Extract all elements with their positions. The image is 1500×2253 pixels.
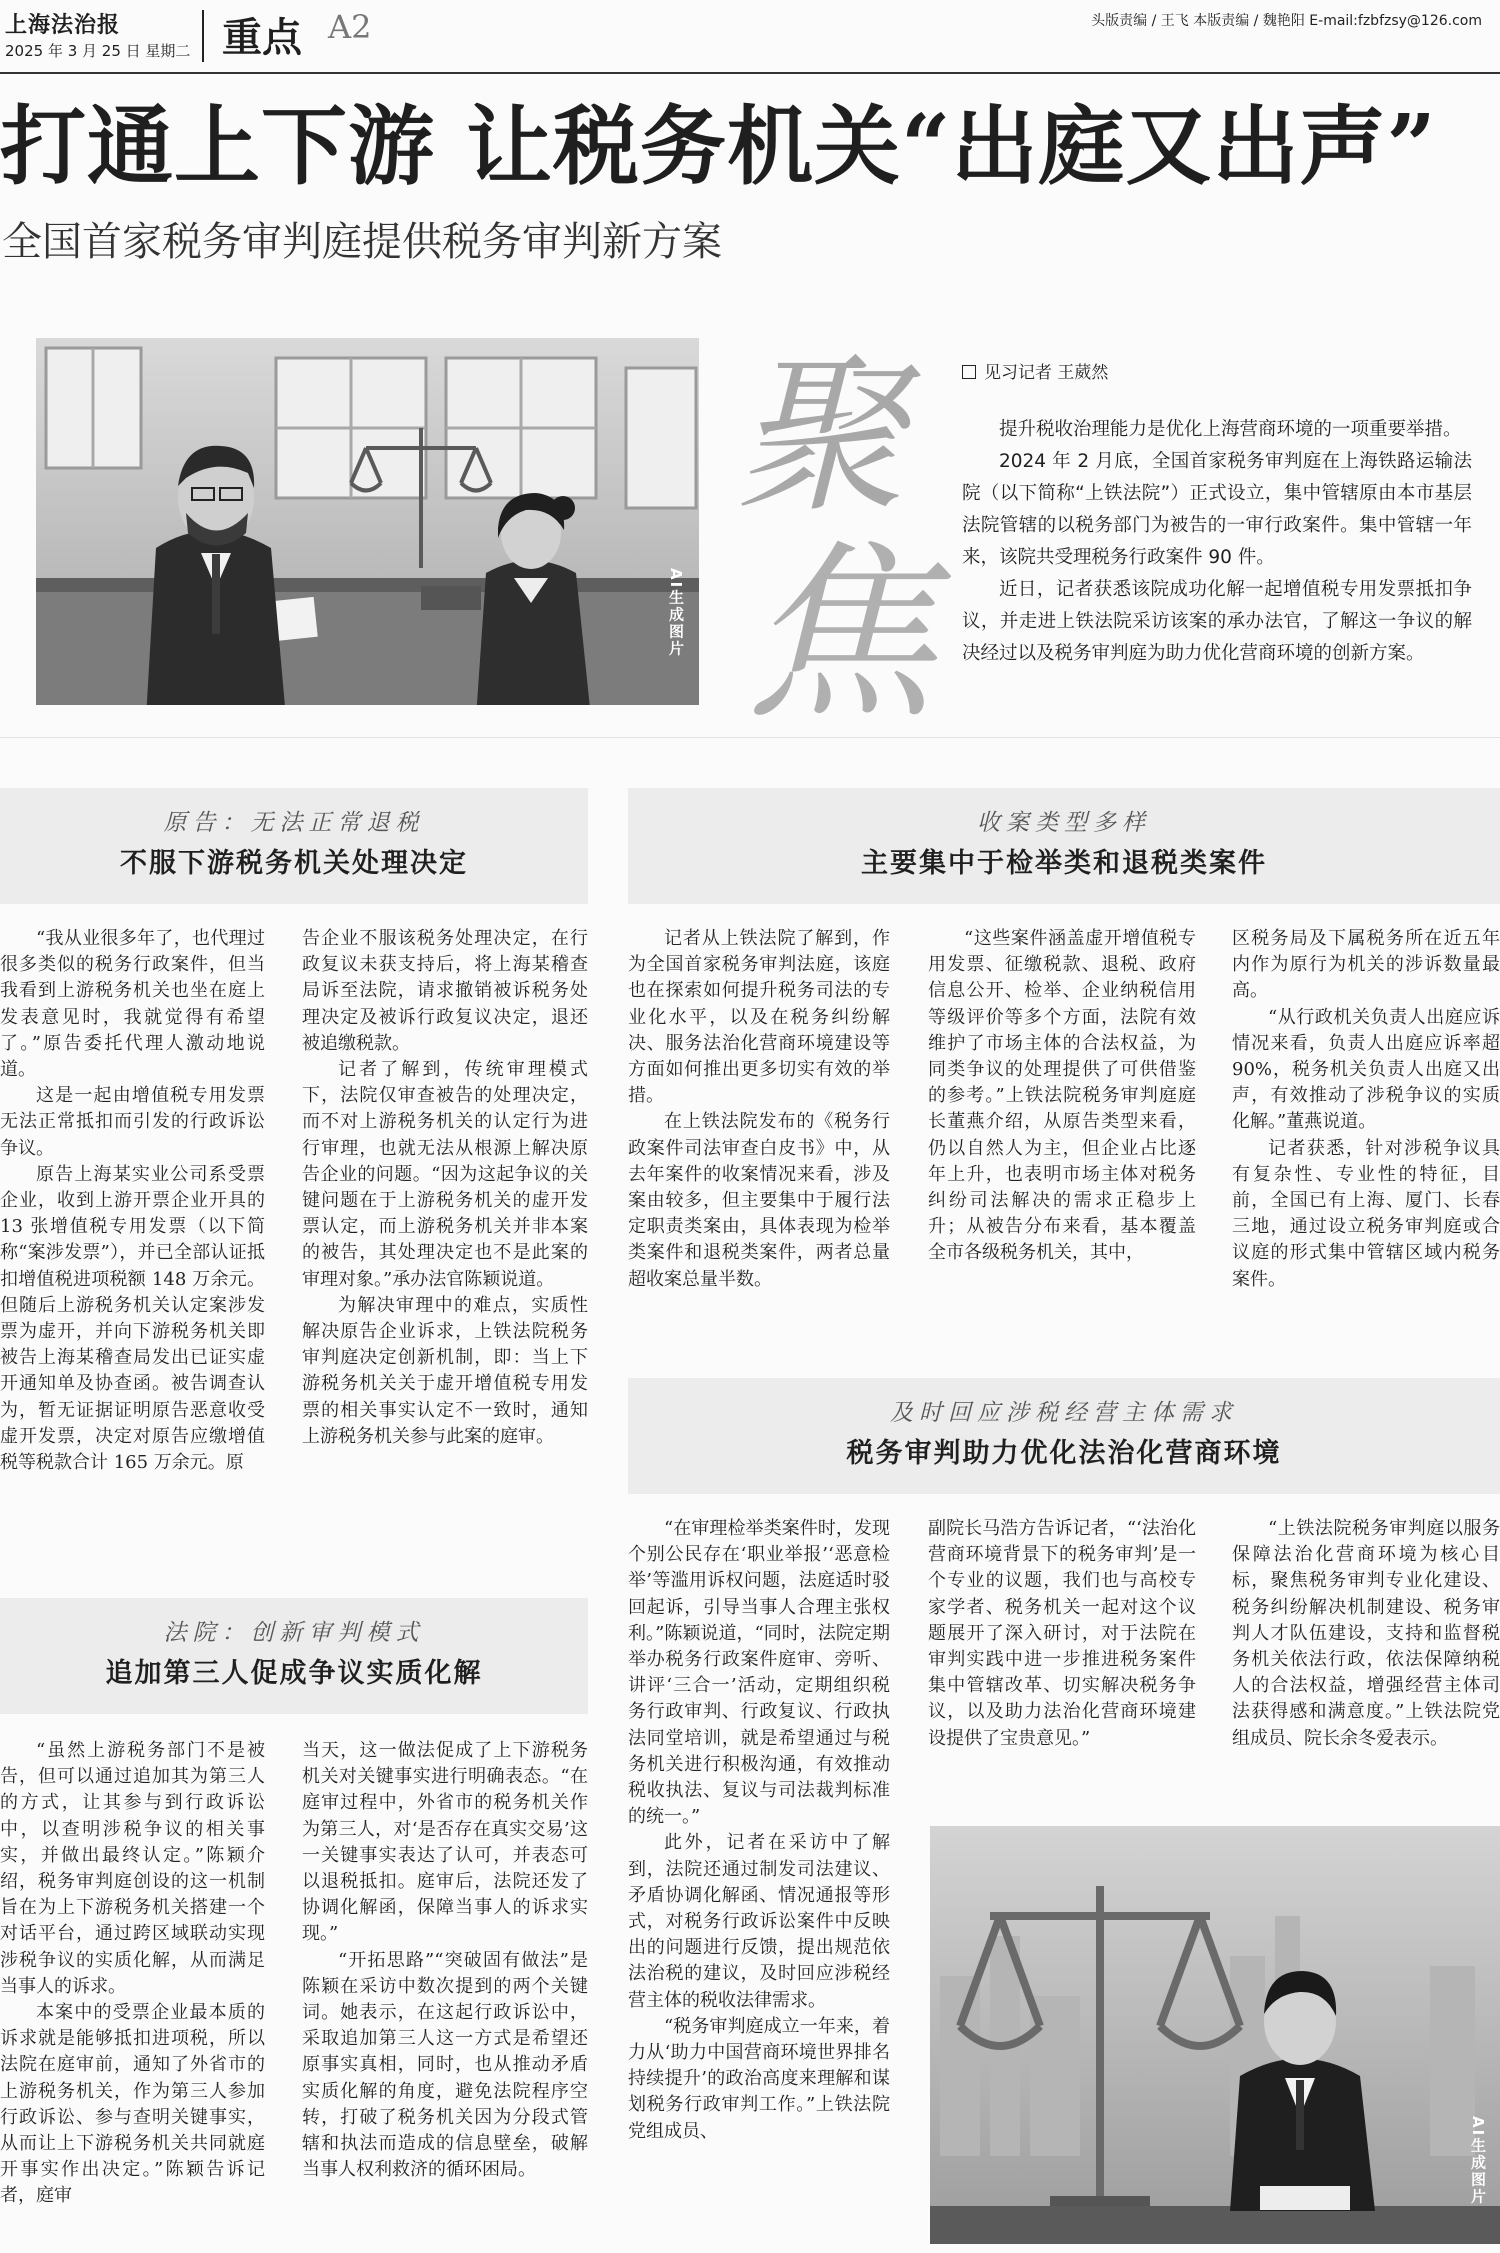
- paragraph: 这是一起由增值税专用发票无法正常抵扣而引发的行政诉讼争议。: [0, 1085, 265, 1159]
- section-header-business-environment: [628, 1378, 1500, 1494]
- section-title: 税务审判助力优化法治化营商环境: [846, 1438, 1282, 1469]
- section-name: 重点: [222, 15, 302, 61]
- masthead-rule: [0, 72, 1500, 74]
- section-title: 不服下游税务机关处理决定: [120, 848, 468, 879]
- byline-box-icon: [962, 365, 976, 379]
- subheadline: 全国首家税务审判庭提供税务审判新方案: [2, 219, 722, 265]
- section-kicker: 法院：创新审判模式: [163, 1620, 425, 1646]
- bottom-illustration: [930, 1826, 1500, 2244]
- paragraph: “税务审判庭成立一年来，着力从‘助力中国营商环境世界排名持续提升’的政治高度来理解和谋划税务行政审判工作。”上铁法院党组成员、: [628, 2015, 890, 2142]
- paragraph: “在审理检举类案件时，发现个别公民存在‘职业举报’‘恶意检举’等滥用诉权问题，法庭适时驳回起诉，引导当事人合理主张权利。”陈颖说道，“同时，法院定期举办税务行政案件庭审、旁听、讲评‘三合一’活动，定期组织税务行政审判、行政复议、行政执法同堂培训，就是希望通过与税务机关进行积极沟通，有效推动税收执法、复议与司法裁判标准的统一。”: [628, 1518, 890, 1828]
- paragraph: “上铁法院税务审判庭以服务保障法治化营商环境为核心目标，聚焦税务审判专业化建设、税务纠纷解决机制建设、税务审判人才队伍建设，支持和监督税务机关依法行政，依法保障纳税人的合法权益，增强经营主体司法获得感和满意度。”上铁法院党组成员、院长余冬爱表示。: [1232, 1518, 1500, 1749]
- jujiao-calligraphy-mark: [670, 320, 970, 730]
- byline: [962, 358, 1108, 383]
- paragraph: 为解决审理中的难点，实质性解决原告企业诉求，上铁法院税务审判庭决定创新机制，即：当上下游税务机关关于虚开增值税专用发票的相关事实认定不一致时，通知上游税务机关参与此案的庭审。: [302, 1294, 588, 1447]
- hero-divider: [0, 737, 1500, 738]
- paragraph: 记者了解到，传统审理模式下，法院仅审查被告的处理决定，而不对上游税务机关的认定行为进行审理，也就无法从根源上解决原告企业的问题。“因为这起争议的关键问题在于上游税务机关的虚开发票认定，而上游税务机关并非本案的被告，其处理决定也不是此案的审理对象。”承办法官陈颖说道。: [302, 1059, 588, 1290]
- article-column: [302, 1738, 588, 2243]
- ai-generated-label: AI生成图片: [667, 568, 685, 658]
- section-header-court: [0, 1598, 588, 1714]
- paragraph: “我从业很多年了，也代理过很多类似的税务行政案件，但当我看到上游税务机关也坐在庭上发表意见时，我就觉得有希望了。”原告委托代理人激动地说道。: [0, 928, 265, 1081]
- page-number: A2: [328, 8, 372, 46]
- article-column: [628, 926, 890, 1326]
- article-column: [0, 1738, 265, 2243]
- paragraph: 在上铁法院发布的《税务行政案件司法审查白皮书》中，从去年案件的收案情况来看，涉及案由较多，但主要集中于履行法定职责类案由，具体表现为检举类案件和退税类案件，两者总量超收案总量半数。: [628, 1111, 890, 1290]
- paragraph: 本案中的受票企业最本质的诉求就是能够抵扣进项税，所以法院在庭审前，通知了外省市的上游税务机关，作为第三人参加行政诉讼、参与查明关键事实，从而让上下游税务机关共同就庭开事实作出决定。”陈颖告诉记者，庭审: [0, 2002, 265, 2207]
- paragraph: 副院长马浩方告诉记者，“‘法治化营商环境背景下的税务审判’是一个专业的议题，我们也与高校专家学者、税务机关一起对这个议题展开了深入研讨，对于法院在审判实践中进一步推进税务案件集中管辖改革、切实解决税务争议，以及助力法治化营商环境建设提供了宝贵意见。”: [928, 1518, 1196, 1749]
- article-column: [302, 926, 588, 1546]
- paragraph: 原告上海某实业公司系受票企业，收到上游开票企业开具的 13 张增值税专用发票（以下简称“案涉发票”），并已全部认证抵扣增值税进项税额 148 万余元。但随后上游税务机关认定案涉发票为虚开，并向下游税务机关即被告上海某稽查局发出已证实虚开通知单及协查函。被告调查认为，暂无证据证明原告恶意收受虚开发票，决定对原告应缴增值税等税款合计 165 万余元。原: [0, 1163, 265, 1474]
- paragraph: 记者获悉，针对涉税争议具有复杂性、专业性的特征，目前，全国已有上海、厦门、长春三地，通过设立税务审判庭或合议庭的形式集中管辖区域内税务案件。: [1232, 1137, 1500, 1290]
- article-column: [928, 1516, 1196, 1796]
- lead-text: [962, 414, 1472, 670]
- paragraph: 此外，记者在采访中了解到，法院还通过制发司法建议、矛盾协调化解函、情况通报等形式，对税务行政诉讼案件中反映出的问题进行反馈，提出规范依法治税的建议，及时回应涉税经营主体的税收法律需求。: [628, 1832, 890, 2011]
- paragraph: 当天，这一做法促成了上下游税务机关对关键事实进行明确表态。“在庭审过程中，外省市的税务机关作为第三人，对‘是否存在真实交易’这一关键事实表达了认可，并表态可以退税抵扣。庭审后，法院还发了协调化解函，保障当事人的诉求实现。”: [302, 1740, 588, 1945]
- paragraph: “这些案件涵盖虚开增值税专用发票、征缴税款、退税、政府信息公开、检举、企业纳税信用等级评价等多个方面，法院有效维护了市场主体的合法权益，为同类争议的处理提供了可供借鉴的参考。”上铁法院税务审判庭庭长董燕介绍，从原告类型来看，仍以自然人为主，但企业占比逐年上升，也表明市场主体对税务纠纷司法解决的需求正稳步上升；从被告分布来看，基本覆盖全市各级税务机关，其中，: [928, 928, 1196, 1264]
- official-illustration: [930, 1826, 1500, 2244]
- paragraph: “开拓思路”“突破固有做法”是陈颖在采访中数次提到的两个关键词。她表示，在这起行政诉讼中，采取追加第三人这一方式是希望还原事实真相，同时，也从推动矛盾实质化解的角度，避免法院程序空转，打破了税务机关因为分段式管辖和执法而造成的信息壁垒，破解当事人权利救济的循环困局。: [302, 1949, 588, 2181]
- section-header-case-types: [628, 788, 1500, 904]
- section-header-plaintiff: [0, 788, 588, 904]
- article-column: [628, 1516, 890, 2244]
- section-kicker: 原告：无法正常退税: [163, 810, 425, 836]
- section-kicker: 收案类型多样: [977, 810, 1151, 836]
- ai-generated-label: AI生成图片: [1469, 2116, 1487, 2206]
- section-kicker: 及时回应涉税经营主体需求: [890, 1400, 1238, 1426]
- paragraph: “从行政机关负责人出庭应诉情况来看，负责人出庭应诉率超 90%，税务机关负责人出庭又出声，有效推动了涉税争议的实质化解。”董燕说道。: [1232, 1006, 1500, 1133]
- lead-paragraph: 近日，记者获悉该院成功化解一起增值税专用发票抵扣争议，并走进上铁法院采访该案的承办法官，了解这一争议的解决经过以及税务审判庭为助力优化营商环境的创新方案。: [962, 579, 1472, 664]
- hero-illustration: [36, 338, 699, 705]
- lead-paragraph: 2024 年 2 月底，全国首家税务审判庭在上海铁路运输法院（以下简称“上铁法院”）正式设立，集中管辖原由本市基层法院管辖的以税务部门为被告的一审行政案件。集中管辖一年来，该院共受理税务行政案件 90 件。: [962, 451, 1472, 568]
- article-column: [1232, 926, 1500, 1326]
- paragraph: “虽然上游税务部门不是被告，但可以通过追加其为第三人的方式，让其参与到行政诉讼中，以查明涉税争议的相关事实，并做出最终认定。”陈颖介绍，税务审判庭创设的这一机制旨在为上下游税务机关搭建一个对话平台，通过跨区域联动实现涉税争议的实质化解，从而满足当事人的诉求。: [0, 1740, 265, 1997]
- byline-text: 见习记者 王葳然: [984, 363, 1109, 383]
- section-title: 追加第三人促成争议实质化解: [105, 1658, 483, 1689]
- paragraph: 告企业不服该税务处理决定，在行政复议未获支持后，将上海某稽查局诉至法院，请求撤销被诉税务处理决定及被诉行政复议决定，退还被追缴税款。: [302, 928, 588, 1054]
- issue-date: 2025 年 3 月 25 日 星期二: [5, 42, 191, 60]
- article-column: [0, 926, 265, 1546]
- article-column: [928, 926, 1196, 1326]
- paragraph: 区税务局及下属税务所在近五年内作为原行为机关的涉诉数量最高。: [1232, 928, 1500, 1002]
- courtroom-illustration: [36, 338, 699, 705]
- paragraph: 记者从上铁法院了解到，作为全国首家税务审判法庭，该庭也在探索如何提升税务司法的专业化水平，以及在税务纠纷解决、服务法治化营商环境建设等方面如何推出更多切实有效的举措。: [628, 928, 890, 1107]
- article-column: [1232, 1516, 1500, 1796]
- column-name-calligraphy: 聚: [734, 338, 906, 536]
- column-name-calligraphy-2: 焦: [744, 524, 936, 730]
- masthead-divider: [202, 10, 204, 62]
- section-title: 主要集中于检举类和退税类案件: [861, 848, 1267, 879]
- newspaper-logo: 上海法治报: [5, 12, 121, 38]
- editors-credit: 头版责编 / 王飞 本版责编 / 魏艳阳 E-mail:fzbfzsy@126.com: [1091, 13, 1482, 29]
- headline: 打通上下游 让税务机关“出庭又出声”: [0, 96, 1437, 197]
- lead-paragraph: 提升税收治理能力是优化上海营商环境的一项重要举措。: [999, 419, 1462, 440]
